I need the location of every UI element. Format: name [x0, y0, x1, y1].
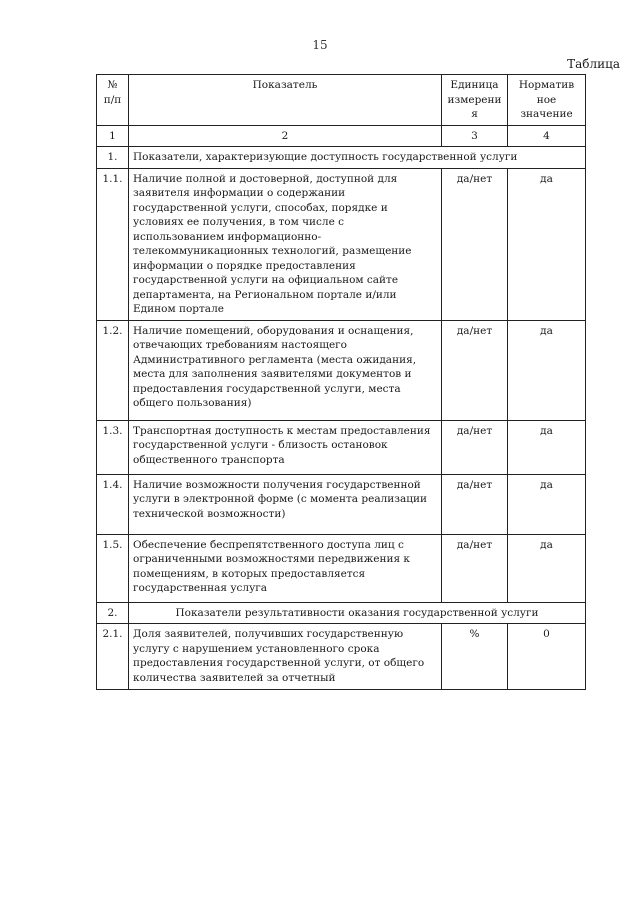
row-unit: да/нет — [442, 534, 508, 602]
row-num: 1.1. — [97, 168, 129, 320]
row-text: Наличие возможности получения государственной услуги в электронной форме (с момента реализации технической возможности) — [129, 474, 442, 534]
header-indicator: Показатель — [129, 75, 442, 126]
table-row — [97, 474, 586, 534]
row-text: Транспортная доступность к местам предоставления государственной услуги - близость остановок общественного транспорта — [129, 420, 442, 474]
table-row — [97, 534, 586, 602]
row-norm: да — [508, 320, 586, 420]
row-unit: да/нет — [442, 320, 508, 420]
column-number: 2 — [129, 125, 442, 147]
row-norm: да — [508, 168, 586, 320]
page-number: 15 — [312, 38, 328, 52]
row-norm: да — [508, 534, 586, 602]
row-num: 2.1. — [97, 624, 129, 690]
row-text: Наличие помещений, оборудования и оснащения, отвечающих требованиям настоящего Административного регламента (места ожидания, места для заполнения заявителями документов и предоставления государственной услуги, места общего пользования) — [129, 320, 442, 420]
column-number: 3 — [442, 125, 508, 147]
row-text: Обеспечение беспрепятственного доступа лиц с ограниченными возможностями передвижения к помещениям, в которых предоставляется государственная услуга — [129, 534, 442, 602]
row-norm: да — [508, 474, 586, 534]
section-title: Показатели, характеризующие доступность государственной услуги — [129, 147, 586, 169]
header-unit: Единица измерения — [442, 75, 508, 126]
section-num: 1. — [97, 147, 129, 169]
table-caption: Таблица — [567, 57, 620, 71]
section-row — [97, 602, 586, 624]
table-row — [97, 320, 586, 420]
row-text: Доля заявителей, получивших государственную услугу с нарушением установленного срока предоставления государственной услуги, от общего количества заявителей за отчетный — [129, 624, 442, 690]
row-text: Наличие полной и достоверной, доступной для заявителя информации о содержании государственной услуги, способах, порядке и условиях ее получения, в том числе с использованием информационно-телекоммуникационных технологий, размещение информации о порядке предоставления государственной услуги на официальном сайте департамента, на Региональном портале и/или Едином портале — [129, 168, 442, 320]
row-num: 1.5. — [97, 534, 129, 602]
table-row — [97, 624, 586, 690]
section-row — [97, 147, 586, 169]
row-num: 1.3. — [97, 420, 129, 474]
column-number: 1 — [97, 125, 129, 147]
row-unit: % — [442, 624, 508, 690]
section-title: Показатели результативности оказания государственной услуги — [129, 602, 586, 624]
row-unit: да/нет — [442, 474, 508, 534]
row-unit: да/нет — [442, 168, 508, 320]
row-num: 1.2. — [97, 320, 129, 420]
row-unit: да/нет — [442, 420, 508, 474]
column-number-row — [97, 125, 586, 147]
section-num: 2. — [97, 602, 129, 624]
row-norm: да — [508, 420, 586, 474]
column-number: 4 — [508, 125, 586, 147]
indicators-table — [96, 74, 586, 690]
row-norm: 0 — [508, 624, 586, 690]
header-norm: Норматив ное значение — [508, 75, 586, 126]
table-header-row — [97, 75, 586, 126]
table-row — [97, 420, 586, 474]
row-num: 1.4. — [97, 474, 129, 534]
table-row — [97, 168, 586, 320]
header-num: № п/п — [97, 75, 129, 126]
